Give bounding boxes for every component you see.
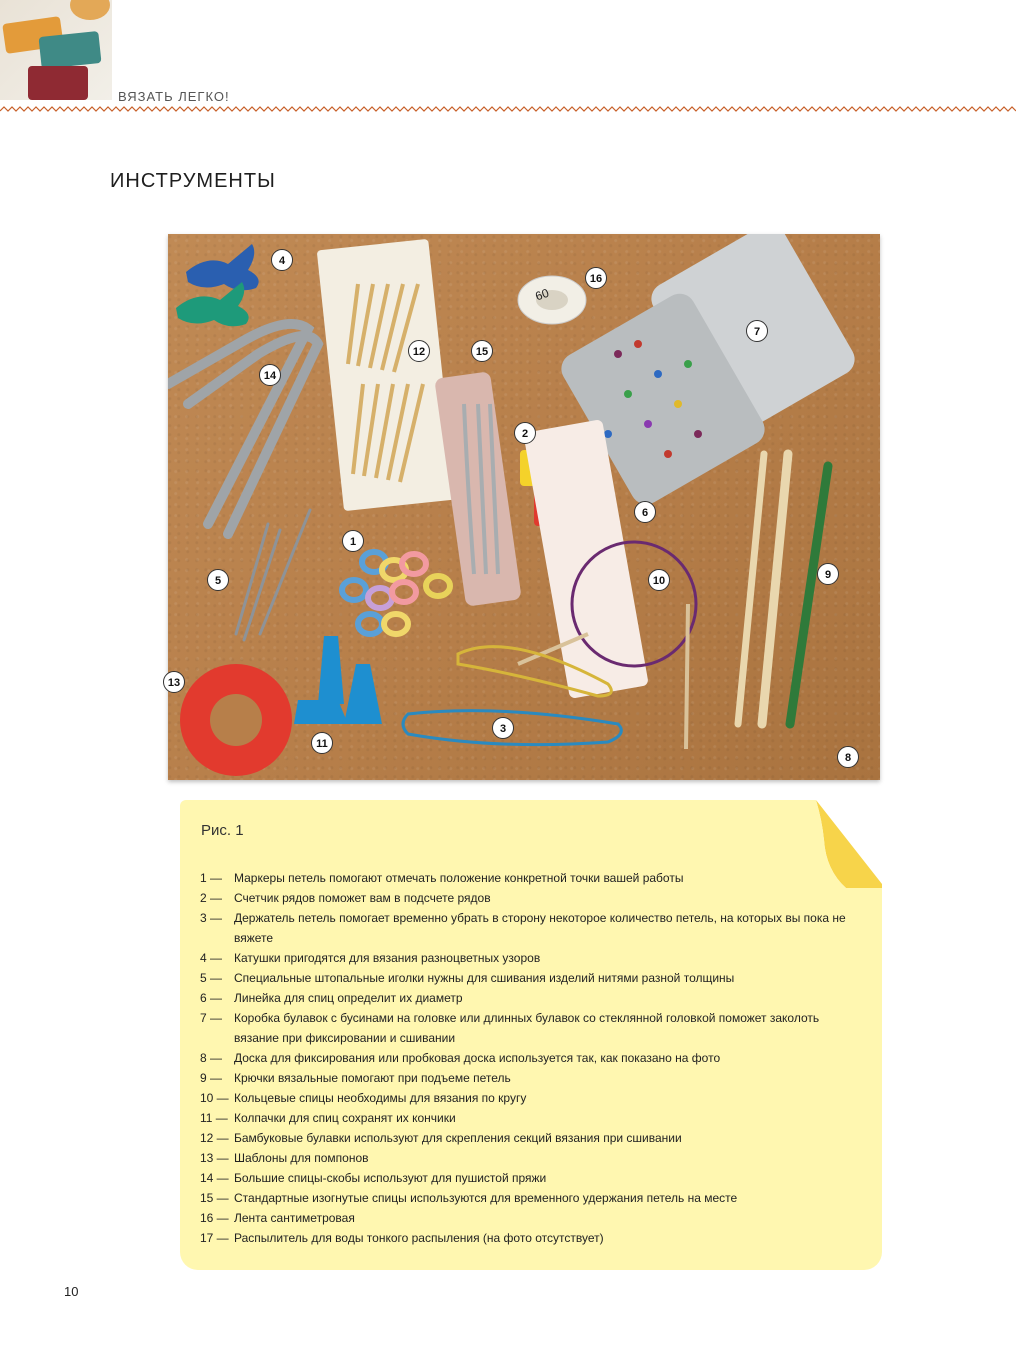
label-badge-6: 6 [634, 501, 656, 523]
legend-item: 4 — Катушки пригодятся для вязания разноцветных узоров [200, 951, 541, 965]
label-badge-12: 12 [408, 340, 430, 362]
label-badge-13: 13 [163, 671, 185, 693]
figure-label: Рис. 1 [201, 822, 244, 839]
legend-item: 15 — Стандартные изогнутые спицы используются для временного удержания петель на месте [200, 1191, 738, 1205]
red-swatch [28, 66, 88, 100]
legend-item: 17 — Распылитель для воды тонкого распыления (на фото отсутствует) [200, 1231, 604, 1245]
label-badge-1: 1 [342, 530, 364, 552]
tools-photo [168, 234, 880, 780]
crochet-hooks [738, 454, 828, 724]
bobbins [176, 244, 259, 326]
legend-item: 5 — Специальные штопальные иголки нужны для сшивания изделий нитями разной толщины [200, 971, 735, 985]
figure-caption-note [180, 800, 882, 1270]
legend-item: 7 — Коробка булавок с бусинами на головке или длинных булавок со стеклянной головкой поможет заколоть вязание при фиксировании и сшивании [200, 1011, 820, 1045]
label-badge-16: 16 [585, 267, 607, 289]
legend-item: 8 — Доска для фиксирования или пробковая доска используется так, как показано на фото [200, 1051, 721, 1065]
legend-item: 6 — Линейка для спиц определит их диаметр [200, 991, 463, 1005]
label-badge-9: 9 [817, 563, 839, 585]
cable-needles [168, 324, 318, 534]
label-badge-11: 11 [311, 732, 333, 754]
legend-item: 11 — Колпачки для спиц сохранят их кончики [200, 1111, 456, 1125]
label-badge-14: 14 [259, 364, 281, 386]
legend-item: 2 — Счетчик рядов поможет вам в подсчете рядов [200, 891, 491, 905]
legend-item: 9 — Крючки вязальные помогают при подъеме петель [200, 1071, 511, 1085]
label-badge-5: 5 [207, 569, 229, 591]
label-badge-15: 15 [471, 340, 493, 362]
label-badge-8: 8 [837, 746, 859, 768]
label-badge-3: 3 [492, 717, 514, 739]
label-badge-7: 7 [746, 320, 768, 342]
label-badge-2: 2 [514, 422, 536, 444]
stitch-markers [342, 552, 450, 634]
legend-item: 10 — Кольцевые спицы необходимы для вязания по кругу [200, 1091, 527, 1105]
tools-illustration [168, 234, 880, 780]
legend-item: 16 — Лента сантиметровая [200, 1211, 355, 1225]
page-number: 10 [64, 1284, 79, 1299]
bamboo-pins-card [317, 239, 456, 511]
darning-needles [236, 510, 310, 640]
legend-item: 12 — Бамбуковые булавки используют для скрепления секций вязания при сшивании [200, 1131, 682, 1145]
legend-item: 13 — Шаблоны для помпонов [200, 1151, 369, 1165]
svg-text:60: 60 [533, 285, 551, 304]
tape-measure [518, 276, 586, 324]
zigzag-divider [0, 104, 1016, 118]
running-head: ВЯЗАТЬ ЛЕГКО! [118, 89, 230, 104]
header-knitting-thumbnail [0, 0, 112, 100]
label-badge-4: 4 [271, 249, 293, 271]
tools-legend [200, 868, 850, 1248]
needle-caps [294, 636, 382, 724]
legend-item: 1 — Маркеры петель помогают отмечать положение конкретной точки вашей работы [200, 871, 684, 885]
legend-item: 14 — Большие спицы-скобы используют для пушистой пряжи [200, 1171, 547, 1185]
pompom-maker [180, 664, 292, 776]
legend-item: 3 — Держатель петель помогает временно убрать в сторону некоторое количество петель, на которых вы пока не вяжете [200, 911, 846, 945]
yarn-ball [70, 0, 110, 20]
label-badge-10: 10 [648, 569, 670, 591]
teal-swatch [38, 31, 101, 69]
page-title: ИНСТРУМЕНТЫ [110, 170, 276, 192]
